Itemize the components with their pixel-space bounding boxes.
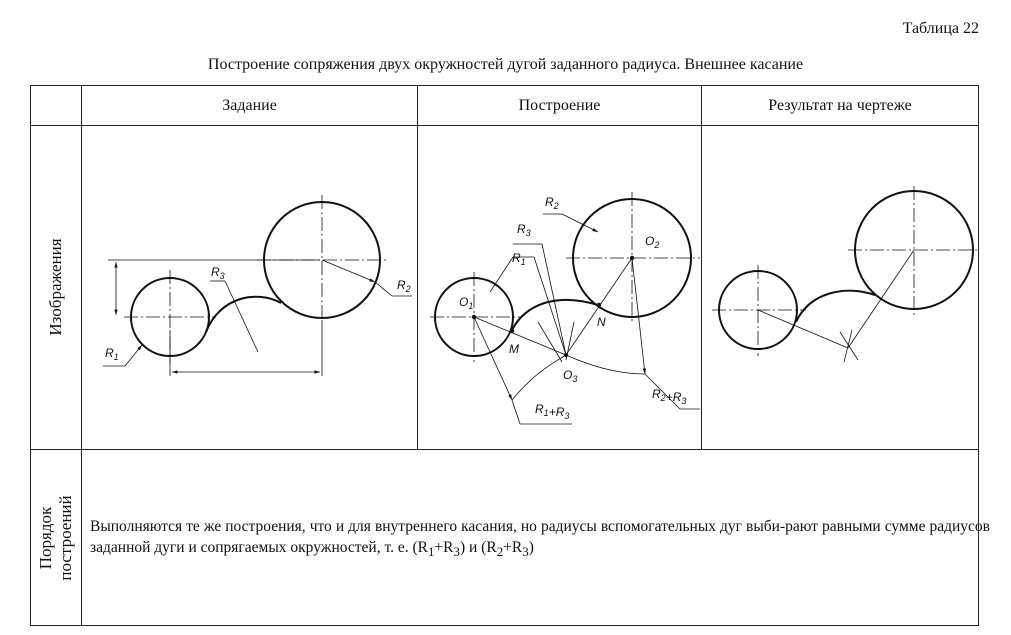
point-o1 <box>472 315 476 319</box>
order-text-part: +R <box>434 539 454 556</box>
order-text-part: ) <box>528 539 534 556</box>
svg-text:R1: $R_1$ <box>105 346 119 362</box>
table-number: Таблица 22 <box>902 20 979 37</box>
order-text-sub: 3 <box>453 544 460 560</box>
order-text-sub: 2 <box>496 544 504 560</box>
order-text-part: +R <box>503 539 523 556</box>
svg-text:R2: $R_2$ <box>545 195 559 211</box>
svg-text:R1+R3: $R_1+R_3$ <box>535 402 570 421</box>
svg-text:R2: $R_2$ <box>397 278 411 294</box>
svg-text:O3: $O_3$ <box>563 368 578 384</box>
point-o3 <box>564 353 568 357</box>
svg-text:O1: $O_1$ <box>459 295 474 311</box>
task-labels <box>105 265 411 362</box>
given-arc <box>206 297 281 332</box>
result-arc <box>796 291 875 322</box>
svg-text:R1: $R_1$ <box>512 251 526 267</box>
point-n <box>597 303 601 307</box>
order-text-part: ) и (R <box>459 539 497 556</box>
centerlines <box>430 192 700 362</box>
order-text-part: Выполняются те же построения, что и для внутреннего касания, но радиусы вспомогательных дуг выби-рают равными сумме радиусов заданной дуги и сопрягаемых окружностей, т. е. (R <box>90 518 990 556</box>
column-header-construction: Построение <box>518 97 601 114</box>
row-label-order-line2: построений <box>56 495 75 581</box>
result-lines <box>758 250 914 362</box>
svg-text:N: N <box>597 315 606 329</box>
point-m <box>510 329 514 333</box>
svg-text:O2: $O_2$ <box>645 234 660 250</box>
column-header-result: Результат на чертеже <box>768 97 912 114</box>
point-o2 <box>630 256 634 260</box>
svg-text:R3: $R_3$ <box>211 265 225 281</box>
task-drawing <box>103 195 412 376</box>
result-drawing <box>712 186 980 362</box>
aux-arc-2 <box>566 355 645 374</box>
dimension-lines <box>103 260 412 376</box>
construction-drawing <box>430 192 700 424</box>
row-label-images: Изображения <box>46 238 65 336</box>
construction-labels <box>459 195 686 421</box>
order-text-sub: 1 <box>427 544 435 560</box>
svg-text:R2+R3: $R_2+R_3$ <box>652 387 687 406</box>
column-header-task: Задание <box>222 97 277 114</box>
svg-text:M: M <box>509 342 519 356</box>
svg-text:R3: $R_3$ <box>517 222 531 238</box>
order-text-sub: 3 <box>522 544 529 560</box>
row-label-order-line1: Порядок <box>36 506 55 570</box>
table-title: Построение сопряжения двух окружностей дугой заданного радиуса. Внешнее касание <box>207 56 804 73</box>
aux-arc-1 <box>512 355 566 400</box>
